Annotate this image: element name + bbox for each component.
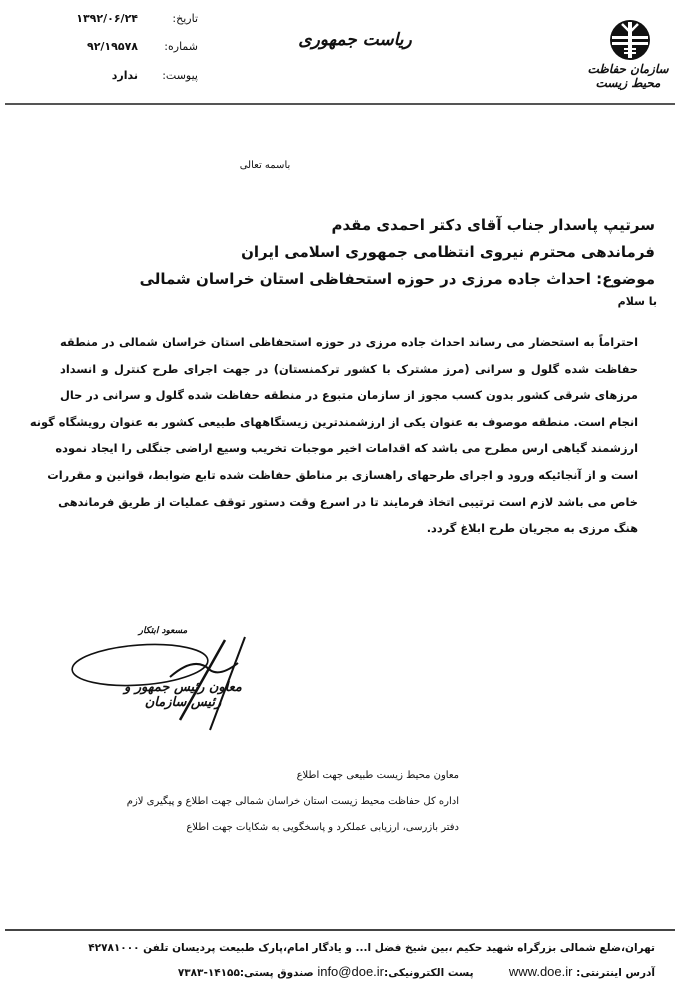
number-value: ۹۲/۱۹۵۷۸ bbox=[86, 40, 138, 53]
website-label: آدرس اینترنتی: bbox=[576, 967, 655, 979]
header-divider bbox=[5, 103, 675, 105]
date-row bbox=[48, 12, 248, 32]
cc-item: اداره کل حفاظت محیط زیست استان خراسان شمالی جهت اطلاع و پیگیری لازم bbox=[126, 796, 459, 807]
body-line: مرزهای شرقی کشور بدون کسب مجوز از سازمان متبوع در منطقه حفاظت شده گلول و سرانی در حال bbox=[59, 388, 638, 403]
addressee-line-2: فرماندهی محترم نیروی انتظامی جمهوری اسلامی ایران bbox=[241, 243, 655, 261]
attachment-label: پیوست: bbox=[162, 69, 198, 82]
presidency-heading: ریاست جمهوری bbox=[298, 30, 412, 50]
attachment-value: ندارد bbox=[111, 69, 138, 82]
bismillah: باسمه تعالی bbox=[239, 160, 291, 171]
body-line: انجام است. منطقه موصوف به عنوان یکی از ارزشمندترین زیستگاههای طبیعی کشور به عنوان رویشگاه گونه bbox=[29, 414, 638, 429]
footer-contacts bbox=[178, 964, 655, 979]
body-line: ارزشمند گیاهی ارس مطرح می باشد که اقدامات اخیر موجبات تخریب وسیع اراضی جنگلی را ایجاد نموده bbox=[55, 441, 638, 456]
email-link[interactable]: info@doe.ir bbox=[317, 964, 385, 979]
cc-item: معاون محیط زیست طبیعی جهت اطلاع bbox=[296, 770, 459, 781]
pobox-label: صندوق پستی: bbox=[239, 967, 314, 979]
number-label: شماره: bbox=[164, 40, 198, 53]
number-row bbox=[48, 40, 248, 60]
email-label: پست الکترونیکی: bbox=[384, 967, 474, 979]
letter-body bbox=[29, 329, 638, 542]
subject-line: موضوع: احداث جاده مرزی در حوزه استحفاظی استان خراسان شمالی bbox=[139, 270, 655, 288]
signatory-title: معاون رئیس جمهور و رئیس سازمان bbox=[124, 680, 242, 710]
pobox-value: ۱۴۱۵۵-۷۳۸۳ bbox=[177, 967, 240, 979]
website-link[interactable]: www.doe.ir bbox=[508, 964, 573, 979]
footer-address: تهران،ضلع شمالی بزرگراه شهید حکیم ،بین شیخ فضل ا... و یادگار امام،پارک طبیعت پردیسان تلفن ۴۲۷۸۱۰۰۰ bbox=[88, 942, 655, 954]
body-line: خاص می باشد لازم است ترتیبی اتخاذ فرمایند تا در اسرع وقت دستور توقف عملیات از طریق فرماندهی bbox=[58, 494, 638, 509]
body-line: است و از آنجائیکه ورود و اجرای طرحهای راهسازی بر مناطق حفاظت شده تابع ضوابط، قوانین و مقررات bbox=[47, 467, 638, 482]
greeting: با سلام bbox=[617, 295, 657, 308]
body-line: هنگ مرزی به مجریان طرح ابلاغ گردد. bbox=[426, 521, 638, 536]
date-label: تاریخ: bbox=[172, 12, 198, 25]
addressee-line-1: سرتیپ پاسدار جناب آقای دکتر احمدی مقدم bbox=[331, 216, 655, 234]
body-line: احتراماً به استحضار می رساند احداث جاده مرزی در حوزه استحفاظی استان خراسان شمالی در منطقه bbox=[60, 335, 638, 349]
body-line: حفاظت شده گلول و سرانی (مرز مشترک با کشور ترکمنستان) در جهت اجرای طرح کنترل و انسداد bbox=[60, 361, 638, 376]
doe-logo-icon bbox=[608, 18, 652, 62]
organization-name: سازمان حفاظت محیط زیست bbox=[587, 62, 669, 90]
date-value: ۱۳۹۲/۰۶/۲۴ bbox=[76, 12, 138, 25]
cc-item: دفتر بازرسی، ارزیابی عملکرد و پاسخگویی به شکایات جهت اطلاع bbox=[186, 822, 459, 833]
signatory-name: مسعود ابتکار bbox=[138, 626, 188, 636]
footer-divider bbox=[5, 929, 675, 931]
attachment-row bbox=[48, 69, 248, 89]
